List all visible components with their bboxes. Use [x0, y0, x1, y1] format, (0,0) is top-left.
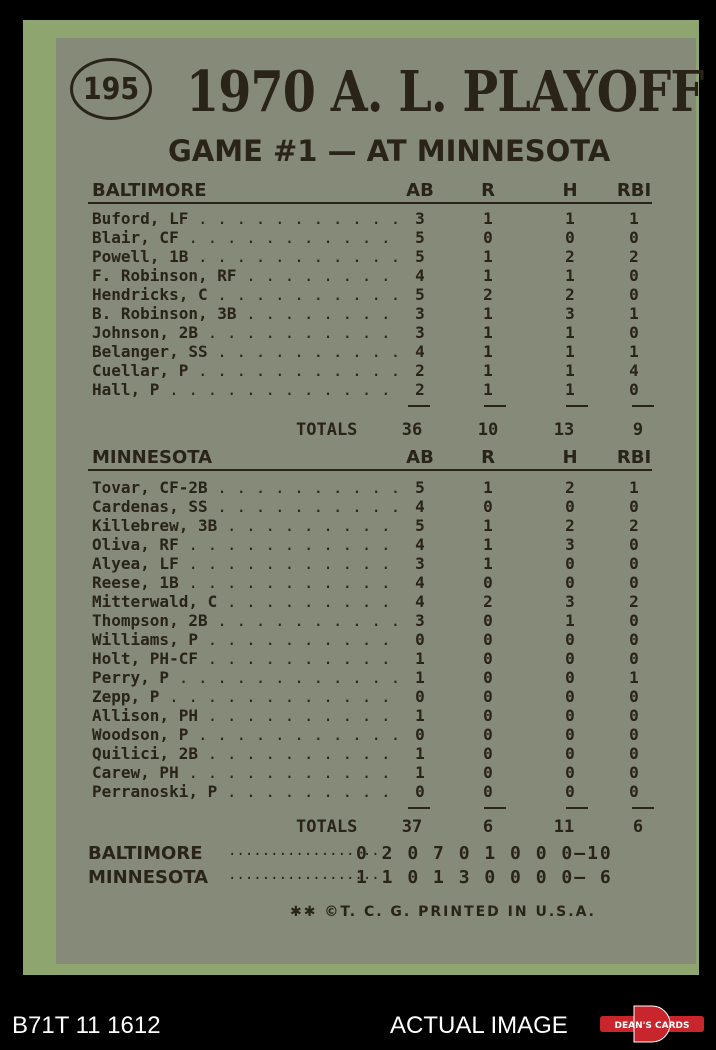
stat-r: 0	[483, 763, 493, 782]
minnesota-totals	[88, 817, 652, 839]
player-name: Tovar, CF-2B . . .	[92, 478, 398, 497]
stat-rbi: 0	[629, 266, 639, 285]
player-row	[88, 592, 652, 611]
player-name: Powell, 1B . . .	[92, 247, 398, 266]
stat-r: 1	[483, 361, 493, 380]
col-ab: AB	[406, 447, 434, 468]
stat-r: 1	[483, 323, 493, 342]
player-row	[88, 573, 652, 592]
stat-rbi: 0	[629, 497, 639, 516]
player-row	[88, 763, 652, 782]
stat-rbi: 0	[629, 725, 639, 744]
stat-ab: 0	[415, 782, 425, 801]
total-rule	[408, 405, 430, 407]
stat-r: 0	[483, 706, 493, 725]
stat-rbi: 0	[629, 706, 639, 725]
player-name: Thompson, 2B . . .	[92, 611, 398, 630]
stat-rbi: 0	[629, 228, 639, 247]
stat-rbi: 0	[629, 554, 639, 573]
copyright-line: ✱✱ ©T. C. G. PRINTED IN U.S.A.	[290, 904, 596, 920]
stat-r: 1	[483, 516, 493, 535]
stat-h: 0	[565, 725, 575, 744]
player-row	[88, 554, 652, 573]
stat-h: 0	[565, 744, 575, 763]
baltimore-box	[88, 209, 652, 399]
stat-h: 0	[565, 630, 575, 649]
stat-h: 0	[565, 763, 575, 782]
col-h: H	[562, 180, 578, 201]
stat-ab: 5	[415, 478, 425, 497]
baltimore-totals	[88, 420, 652, 442]
player-name: Zepp, P . . .	[92, 687, 398, 706]
stat-h: 1	[565, 266, 575, 285]
player-row	[88, 266, 652, 285]
player-name: Buford, LF . . .	[92, 209, 398, 228]
stat-rbi: 0	[629, 611, 639, 630]
player-row	[88, 380, 652, 399]
player-name: Belanger, SS . . .	[92, 342, 398, 361]
player-name: Hendricks, C . . .	[92, 285, 398, 304]
player-row	[88, 725, 652, 744]
stat-h: 2	[565, 285, 575, 304]
stat-rbi: 1	[629, 209, 639, 228]
linescore-team: MINNESOTA	[88, 867, 209, 888]
stat-r: 0	[483, 228, 493, 247]
stat-r: 1	[483, 266, 493, 285]
stat-r: 0	[483, 744, 493, 763]
player-row	[88, 478, 652, 497]
player-name: F. Robinson, RF . . .	[92, 266, 398, 285]
stat-rbi: 0	[629, 535, 639, 554]
stat-h: 0	[565, 782, 575, 801]
col-r: R	[481, 447, 495, 468]
player-row	[88, 209, 652, 228]
col-r: R	[481, 180, 495, 201]
stat-h: 1	[565, 342, 575, 361]
col-h: H	[562, 447, 578, 468]
stat-r: 2	[483, 285, 493, 304]
stat-rbi: 0	[629, 573, 639, 592]
stat-rbi: 0	[629, 744, 639, 763]
linescore-dots: ..................	[228, 843, 380, 859]
player-row	[88, 323, 652, 342]
minnesota-box	[88, 478, 652, 801]
stat-r: 1	[483, 535, 493, 554]
total-rule	[408, 807, 430, 809]
stat-rbi: 1	[629, 478, 639, 497]
linescore-baltimore	[88, 843, 652, 867]
stat-ab: 0	[415, 725, 425, 744]
totals-h: 13	[553, 420, 575, 440]
stat-rbi: 0	[629, 782, 639, 801]
stat-rbi: 1	[629, 304, 639, 323]
totals-h: 11	[553, 817, 575, 837]
stat-r: 0	[483, 573, 493, 592]
stat-ab: 5	[415, 285, 425, 304]
stat-rbi: 0	[629, 630, 639, 649]
stat-h: 0	[565, 649, 575, 668]
linescore-innings: 1 1 0 1 3 0 0 0 0— 6	[356, 867, 613, 888]
player-name: Johnson, 2B . . .	[92, 323, 398, 342]
stat-r: 1	[483, 478, 493, 497]
stat-h: 1	[565, 209, 575, 228]
stat-h: 2	[565, 516, 575, 535]
player-name: Williams, P . . .	[92, 630, 398, 649]
linescore-minnesota	[88, 867, 652, 891]
player-row	[88, 342, 652, 361]
totals-ab: 36	[401, 420, 423, 440]
totals-r: 10	[477, 420, 499, 440]
player-row	[88, 247, 652, 266]
stat-ab: 1	[415, 649, 425, 668]
totals-r: 6	[482, 817, 494, 837]
player-name: Killebrew, 3B . . .	[92, 516, 398, 535]
player-row	[88, 782, 652, 801]
stat-ab: 2	[415, 361, 425, 380]
linescore-dots: ..................	[228, 867, 380, 883]
logo-lettering: DEAN'S CARDS	[614, 1021, 690, 1031]
total-rule	[566, 405, 588, 407]
stat-rbi: 1	[629, 668, 639, 687]
stat-r: 0	[483, 782, 493, 801]
player-name: Holt, PH-CF . . .	[92, 649, 398, 668]
card-number: 195	[82, 71, 140, 107]
totals-rbi: 6	[632, 817, 644, 837]
stat-rbi: 2	[629, 516, 639, 535]
stat-r: 0	[483, 649, 493, 668]
stat-r: 0	[483, 668, 493, 687]
col-rbi: RBI	[616, 447, 652, 468]
card-subtitle: GAME #1 — AT MINNESOTA	[168, 134, 611, 168]
stat-ab: 1	[415, 706, 425, 725]
totals-rbi: 9	[632, 420, 644, 440]
totals-label: TOTALS	[296, 817, 358, 837]
stat-r: 2	[483, 592, 493, 611]
linescore-innings: 0 2 0 7 0 1 0 0 0—10	[356, 843, 613, 864]
card-number-badge	[70, 58, 152, 120]
player-row	[88, 516, 652, 535]
stat-ab: 2	[415, 380, 425, 399]
stat-r: 0	[483, 611, 493, 630]
stat-h: 1	[565, 361, 575, 380]
player-name: Mitterwald, C . . .	[92, 592, 398, 611]
player-name: Perry, P . . .	[92, 668, 398, 687]
stat-r: 1	[483, 554, 493, 573]
stat-ab: 1	[415, 668, 425, 687]
stat-h: 3	[565, 592, 575, 611]
player-row	[88, 497, 652, 516]
player-row	[88, 687, 652, 706]
player-name: Oliva, RF . . .	[92, 535, 398, 554]
stat-ab: 4	[415, 497, 425, 516]
stat-h: 0	[565, 706, 575, 725]
player-name: B. Robinson, 3B . . .	[92, 304, 398, 323]
player-row	[88, 668, 652, 687]
player-name: Cardenas, SS . . .	[92, 497, 398, 516]
stat-ab: 0	[415, 630, 425, 649]
stat-r: 1	[483, 304, 493, 323]
stat-h: 0	[565, 573, 575, 592]
team-header-baltimore	[88, 178, 652, 204]
stat-ab: 0	[415, 687, 425, 706]
stat-ab: 5	[415, 228, 425, 247]
stat-h: 1	[565, 323, 575, 342]
stat-rbi: 0	[629, 687, 639, 706]
stat-r: 1	[483, 342, 493, 361]
stat-ab: 3	[415, 304, 425, 323]
stat-r: 1	[483, 247, 493, 266]
stat-ab: 4	[415, 266, 425, 285]
stat-h: 2	[565, 247, 575, 266]
total-rule	[484, 405, 506, 407]
player-row	[88, 649, 652, 668]
stat-ab: 3	[415, 323, 425, 342]
player-row	[88, 611, 652, 630]
stat-ab: 1	[415, 763, 425, 782]
total-rule	[484, 807, 506, 809]
player-row	[88, 744, 652, 763]
stat-h: 0	[565, 497, 575, 516]
player-row	[88, 630, 652, 649]
stat-rbi: 0	[629, 649, 639, 668]
player-name: Blair, CF . . .	[92, 228, 398, 247]
stat-h: 3	[565, 535, 575, 554]
stat-h: 1	[565, 611, 575, 630]
player-name: Alyea, LF . . .	[92, 554, 398, 573]
player-name: Quilici, 2B . . .	[92, 744, 398, 763]
stat-ab: 4	[415, 342, 425, 361]
totals-label: TOTALS	[296, 420, 358, 440]
player-row	[88, 361, 652, 380]
total-rule	[632, 405, 654, 407]
player-name: Reese, 1B . . .	[92, 573, 398, 592]
stat-ab: 4	[415, 592, 425, 611]
stat-r: 1	[483, 209, 493, 228]
player-row	[88, 535, 652, 554]
player-row	[88, 304, 652, 323]
stat-h: 0	[565, 228, 575, 247]
stat-ab: 4	[415, 535, 425, 554]
linescore-team: BALTIMORE	[88, 843, 203, 864]
player-row	[88, 706, 652, 725]
stat-h: 3	[565, 304, 575, 323]
player-name: Woodson, P . . .	[92, 725, 398, 744]
player-name: Hall, P . . .	[92, 380, 398, 399]
stat-ab: 4	[415, 573, 425, 592]
totals-ab: 37	[401, 817, 423, 837]
stat-ab: 3	[415, 554, 425, 573]
total-rule	[566, 807, 588, 809]
stat-rbi: 4	[629, 361, 639, 380]
stat-r: 0	[483, 630, 493, 649]
col-ab: AB	[406, 180, 434, 201]
stat-r: 0	[483, 497, 493, 516]
stat-ab: 3	[415, 209, 425, 228]
player-row	[88, 285, 652, 304]
player-row	[88, 228, 652, 247]
stat-h: 2	[565, 478, 575, 497]
stat-rbi: 0	[629, 285, 639, 304]
deans-cards-logo	[600, 1004, 704, 1044]
player-name: Carew, PH . . .	[92, 763, 398, 782]
card-title: 1970 A. L. PLAYOFF	[186, 59, 704, 125]
actual-image-label: ACTUAL IMAGE	[390, 1012, 568, 1039]
stat-ab: 3	[415, 611, 425, 630]
player-name: Cuellar, P . . .	[92, 361, 398, 380]
stat-rbi: 2	[629, 592, 639, 611]
player-name: Allison, PH . . .	[92, 706, 398, 725]
stat-ab: 1	[415, 744, 425, 763]
stat-h: 0	[565, 554, 575, 573]
stat-r: 0	[483, 725, 493, 744]
total-rule	[632, 807, 654, 809]
stat-rbi: 2	[629, 247, 639, 266]
team-name: BALTIMORE	[92, 180, 207, 201]
stat-h: 1	[565, 380, 575, 399]
col-rbi: RBI	[616, 180, 652, 201]
player-name: Perranoski, P . . .	[92, 782, 398, 801]
stat-r: 1	[483, 380, 493, 399]
stat-rbi: 0	[629, 380, 639, 399]
stat-r: 0	[483, 687, 493, 706]
stat-ab: 5	[415, 516, 425, 535]
stat-rbi: 0	[629, 763, 639, 782]
stat-rbi: 1	[629, 342, 639, 361]
team-header-minnesota	[88, 445, 652, 471]
stat-h: 0	[565, 668, 575, 687]
stat-ab: 5	[415, 247, 425, 266]
stat-h: 0	[565, 687, 575, 706]
inventory-code: B71T 11 1612	[12, 1012, 161, 1039]
team-name: MINNESOTA	[92, 447, 213, 468]
stat-rbi: 0	[629, 323, 639, 342]
